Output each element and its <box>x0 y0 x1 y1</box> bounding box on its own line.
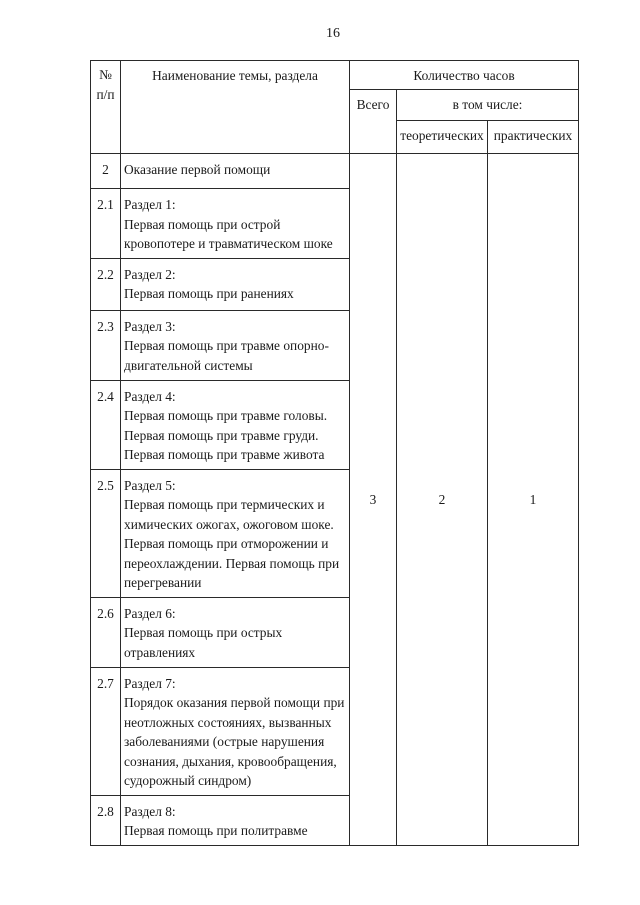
row-topic-line: заболеваниями (острые нарушения <box>124 734 325 749</box>
value-practical: 1 <box>488 154 579 846</box>
row-topic-line: кровопотере и травматическом шоке <box>124 236 333 251</box>
row-number: 2.2 <box>91 258 121 310</box>
row-topic <box>121 795 350 845</box>
row-topic-line: Порядок оказания первой помощи при <box>124 695 345 710</box>
row-topic-line: Первая помощь при термических и <box>124 497 325 512</box>
table-body <box>91 154 579 846</box>
row-number: 2.5 <box>91 469 121 597</box>
row-topic-line: сознания, дыхания, кровообращения, <box>124 753 337 769</box>
header-including: в том числе: <box>397 90 579 121</box>
row-topic <box>121 189 350 259</box>
row-topic-line: Первая помощь при политравме <box>124 823 308 838</box>
row-topic-line: Первая помощь при острых <box>124 625 283 640</box>
row-number: 2.8 <box>91 795 121 845</box>
value-theoretical: 2 <box>397 154 488 846</box>
row-number: 2.1 <box>91 189 121 259</box>
row-topic-line: Раздел 1: <box>124 197 176 212</box>
page-number: 16 <box>326 26 340 41</box>
header-hours: Количество часов <box>350 61 579 90</box>
row-topic <box>121 597 350 667</box>
row-topic-line: Раздел 2: <box>124 266 176 282</box>
row-topic-line: Первая помощь при травме живота <box>124 447 325 462</box>
row-topic-line: Первая помощь при травме груди. <box>124 427 319 443</box>
row-topic <box>121 310 350 380</box>
header-number-sub: п/п <box>96 87 115 102</box>
row-topic-line: переохлаждении. Первая помощь при <box>124 555 340 571</box>
header-total: Всего <box>350 90 397 154</box>
row-topic-line: перегревании <box>124 575 202 590</box>
row-topic-line: Раздел 6: <box>124 605 176 621</box>
header-number <box>91 61 121 154</box>
row-topic <box>121 258 350 310</box>
row-topic-line: химических ожогах, ожоговом шоке. <box>124 516 334 532</box>
row-topic-line: отравлениях <box>124 644 196 660</box>
row-topic-line: Раздел 8: <box>124 803 176 819</box>
row-topic <box>121 154 350 189</box>
row-topic <box>121 380 350 469</box>
row-topic-line: Раздел 5: <box>124 477 176 493</box>
row-topic-line: Раздел 7: <box>124 675 176 691</box>
row-topic-line: Первая помощь при травме опорно- <box>124 338 329 353</box>
row-topic-line: Первая помощь при острой <box>124 216 281 232</box>
header-topic-name: Наименование темы, раздела <box>121 61 350 154</box>
row-topic-line: Оказание первой помощи <box>124 162 271 177</box>
row-topic-line: неотложных состояниях, вызванных <box>124 714 332 730</box>
row-number: 2 <box>91 154 121 189</box>
row-topic-line: двигательной системы <box>124 357 253 373</box>
table-row <box>91 154 579 189</box>
row-number: 2.4 <box>91 380 121 469</box>
row-number: 2.3 <box>91 310 121 380</box>
value-total: 3 <box>350 154 397 846</box>
header-theoretical: теоретических <box>397 121 488 154</box>
row-number: 2.6 <box>91 597 121 667</box>
curriculum-table <box>90 60 579 846</box>
row-topic <box>121 667 350 795</box>
row-number: 2.7 <box>91 667 121 795</box>
row-topic <box>121 469 350 597</box>
row-topic-line: Первая помощь при ранениях <box>124 286 294 301</box>
header-practical: практических <box>488 121 579 154</box>
row-topic-line: Первая помощь при отморожении и <box>124 536 329 551</box>
row-topic-line: судорожный синдром) <box>124 773 252 788</box>
row-topic-line: Раздел 4: <box>124 388 176 404</box>
row-topic-line: Первая помощь при травме головы. <box>124 408 328 423</box>
row-topic-line: Раздел 3: <box>124 318 176 334</box>
header-number-symbol: № <box>99 67 112 82</box>
